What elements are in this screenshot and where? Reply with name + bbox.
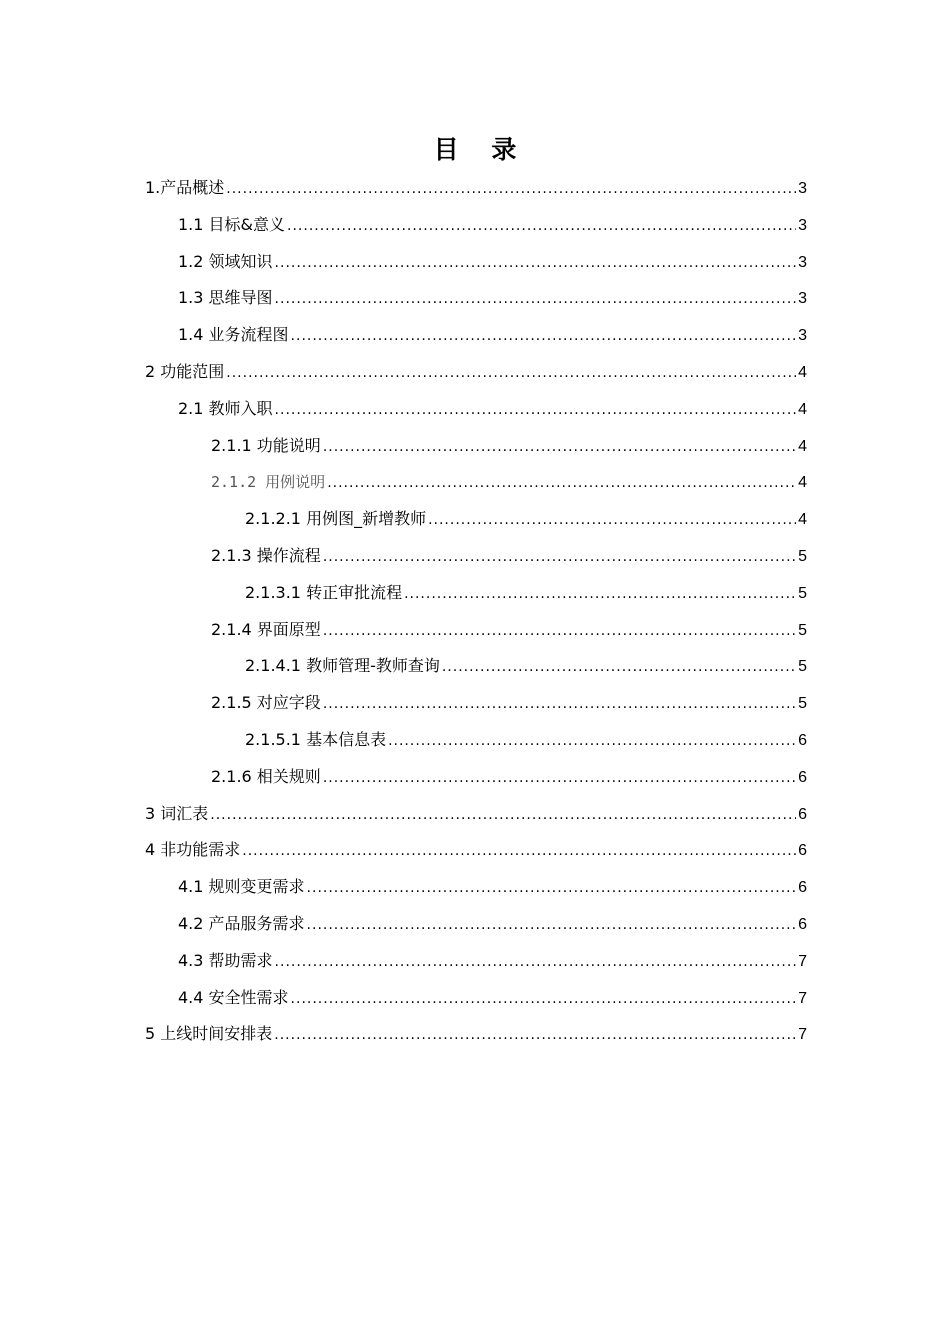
- toc-list: [145, 170, 807, 1053]
- toc-entry-text: 2.1.4.1 教师管理-教师查询: [245, 656, 440, 676]
- toc-entry[interactable]: [145, 170, 807, 207]
- toc-entry[interactable]: [145, 428, 807, 465]
- toc-dot-leader: [275, 392, 797, 429]
- toc-dot-leader: [275, 281, 797, 318]
- toc-dot-leader: [275, 944, 797, 981]
- toc-entry[interactable]: [145, 244, 807, 281]
- toc-entry[interactable]: [145, 759, 807, 796]
- toc-page-number: 4: [798, 363, 807, 381]
- toc-dot-leader: [388, 723, 796, 760]
- toc-entry-text: 1.3 思维导图: [178, 288, 273, 308]
- toc-page-number: 3: [798, 180, 807, 197]
- toc-entry[interactable]: [145, 685, 807, 722]
- toc-entry[interactable]: [145, 538, 807, 575]
- toc-entry[interactable]: [145, 1016, 807, 1053]
- toc-entry-text: 1.1 目标&意义: [178, 214, 286, 234]
- toc-entry[interactable]: [145, 796, 807, 833]
- toc-dot-leader: [323, 429, 796, 466]
- toc-page-number: 6: [798, 731, 807, 749]
- toc-entry[interactable]: [145, 943, 807, 980]
- toc-entry-text: 4.2 产品服务需求: [178, 913, 305, 933]
- toc-dot-leader: [275, 245, 797, 282]
- toc-entry-text: 2.1.3 操作流程: [211, 545, 321, 565]
- toc-page-number: 4: [798, 511, 807, 529]
- toc-dot-leader: [274, 1017, 796, 1054]
- toc-entry-text: 2.1.2 用例说明: [211, 473, 326, 492]
- toc-page-number: 5: [798, 547, 807, 565]
- toc-page-number: 6: [798, 842, 807, 860]
- toc-entry-text: 2.1.3.1 转正审批流程: [245, 582, 403, 602]
- toc-page-number: 7: [798, 952, 807, 970]
- toc-entry-text: 3 词汇表: [145, 803, 209, 823]
- toc-page-number: 3: [798, 327, 807, 345]
- toc-entry[interactable]: [145, 575, 807, 612]
- toc-entry-text: 2.1.5 对应字段: [211, 693, 321, 713]
- toc-entry[interactable]: [145, 980, 807, 1017]
- toc-dot-leader: [226, 171, 796, 208]
- toc-dot-leader: [307, 907, 797, 944]
- toc-entry-text: 2.1.6 相关规则: [211, 766, 321, 786]
- toc-entry-text: 4.1 规则变更需求: [178, 877, 305, 897]
- toc-entry[interactable]: [145, 207, 807, 244]
- toc-entry[interactable]: [145, 722, 807, 759]
- toc-dot-leader: [327, 465, 796, 502]
- toc-page-number: 7: [798, 989, 807, 1007]
- toc-dot-leader: [323, 613, 796, 650]
- toc-entry-text: 1.产品概述: [145, 178, 225, 197]
- toc-dot-leader: [210, 797, 796, 834]
- toc-title: 目 录: [433, 135, 529, 164]
- toc-entry-text: 4 非功能需求: [145, 840, 241, 860]
- toc-entry[interactable]: [145, 354, 807, 391]
- toc-dot-leader: [323, 539, 796, 576]
- toc-entry-text: 1.2 领域知识: [178, 251, 273, 271]
- toc-entry[interactable]: [145, 832, 807, 869]
- toc-page-number: 4: [798, 437, 807, 455]
- toc-page-number: 6: [798, 915, 807, 933]
- toc-dot-leader: [323, 686, 796, 723]
- toc-entry-text: 4.4 安全性需求: [178, 987, 289, 1007]
- toc-dot-leader: [307, 870, 797, 907]
- toc-entry-text: 2.1.1 功能说明: [211, 435, 321, 455]
- toc-entry-text: 2.1 教师入职: [178, 398, 273, 418]
- toc-entry[interactable]: [145, 906, 807, 943]
- toc-page-number: 6: [798, 879, 807, 897]
- toc-dot-leader: [428, 502, 796, 539]
- toc-entry[interactable]: [145, 648, 807, 685]
- toc-page-number: 5: [798, 695, 807, 713]
- toc-page-number: 5: [798, 584, 807, 602]
- toc-entry[interactable]: [145, 391, 807, 428]
- toc-page-number: 3: [798, 216, 807, 234]
- toc-entry-text: 5 上线时间安排表: [145, 1024, 273, 1044]
- toc-dot-leader: [404, 576, 796, 613]
- toc-entry-text: 2.1.5.1 基本信息表: [245, 729, 387, 749]
- toc-page-number: 3: [798, 290, 807, 308]
- toc-page-number: 4: [798, 400, 807, 418]
- toc-entry-text: 2 功能范围: [145, 361, 225, 381]
- toc-page-number: 7: [798, 1026, 807, 1044]
- toc-entry-text: 2.1.4 界面原型: [211, 619, 321, 639]
- toc-entry-text: 2.1.2.1 用例图_新增教师: [245, 509, 427, 529]
- toc-dot-leader: [442, 649, 796, 686]
- toc-page-number: 5: [798, 621, 807, 639]
- toc-dot-leader: [287, 208, 796, 245]
- toc-page-number: 3: [798, 253, 807, 271]
- toc-entry-text: 4.3 帮助需求: [178, 950, 273, 970]
- toc-page-number: 5: [798, 658, 807, 676]
- toc-entry-text: 1.4 业务流程图: [178, 325, 289, 345]
- toc-entry[interactable]: [145, 501, 807, 538]
- toc-dot-leader: [323, 760, 796, 797]
- toc-dot-leader: [291, 318, 797, 355]
- toc-page-number: 6: [798, 805, 807, 823]
- toc-dot-leader: [226, 355, 796, 392]
- toc-dot-leader: [291, 981, 797, 1018]
- toc-entry[interactable]: [145, 464, 807, 501]
- toc-entry[interactable]: [145, 612, 807, 649]
- toc-dot-leader: [242, 833, 796, 870]
- toc-entry[interactable]: [145, 317, 807, 354]
- toc-entry[interactable]: [145, 280, 807, 317]
- toc-page-number: 4: [798, 474, 807, 492]
- toc-entry[interactable]: [145, 869, 807, 906]
- toc-page-number: 6: [798, 768, 807, 786]
